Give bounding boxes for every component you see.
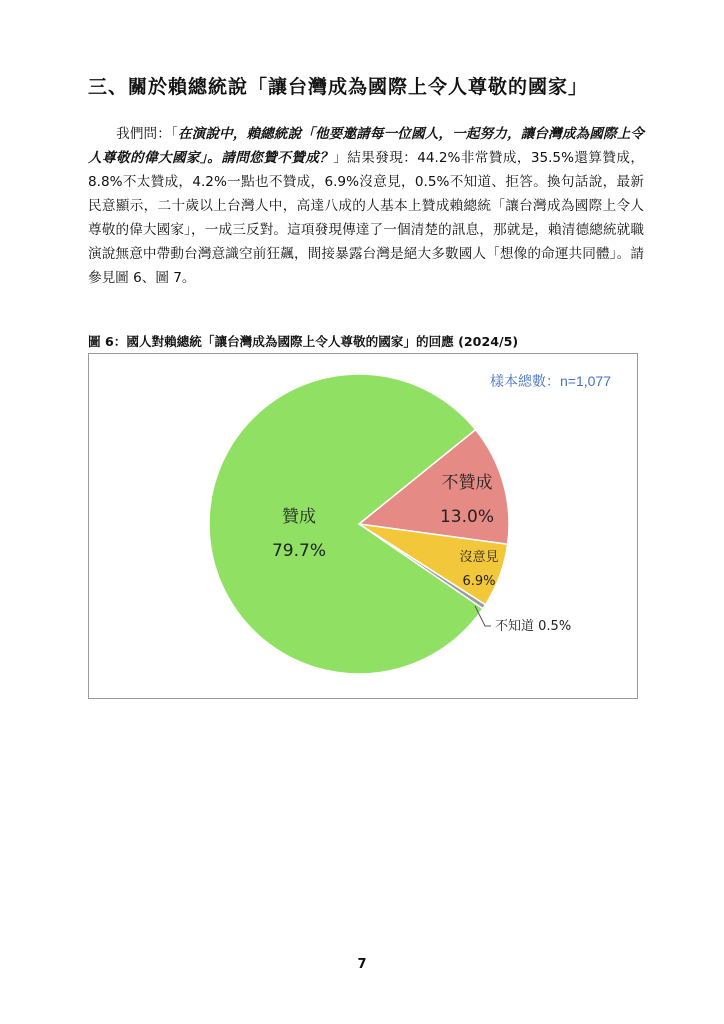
slice-label-no-opinion: 沒意見: [459, 550, 499, 565]
slice-value-disagree: 13.0%: [439, 507, 495, 527]
slice-label-dont-know: 不知道 0.5%: [495, 619, 572, 634]
slice-value-agree: 79.7%: [271, 541, 327, 561]
slice-label-agree: 贊成: [282, 507, 316, 527]
figure-caption: 圖 6：國人對賴總統「讓台灣成為國際上令人尊敬的國家」的回應 (2024/5): [88, 334, 519, 349]
page-number: 7: [357, 957, 367, 972]
body-paragraph: [88, 122, 644, 290]
paragraph-findings: 」結果發現：44.2%非常贊成，35.5%還算贊成，8.8%不太贊成，4.2%一點也不贊成，6.9%沒意見，0.5%不知道、拒答。換句話說，最新民意顯示，二十歲以上台灣人中，高達八成的人基本上贊成賴總統「讓台灣成為國際上令人尊敬的偉大國家」，一成三反對。這項發現傳達了一個清楚的訊息，那就是，賴清德總統就職演說無意中帶動台灣意識空前狂飆，間接暴露台灣是絕大多數國人「想像的命運共同體」。請參見圖 6、圖 7。: [88, 150, 644, 286]
survey-question: 在演說中，賴總統說「他要邀請每一位國人，一起努力，讓台灣成為國際上令人尊敬的偉大國家」。請問您贊不贊成？: [88, 126, 645, 166]
pie-chart: [89, 354, 637, 698]
paragraph-lead: 我們問：「: [116, 126, 178, 142]
sample-size-label: 樣本總數：n=1,077: [490, 373, 611, 389]
section-title: 三、關於賴總統說「讓台灣成為國際上令人尊敬的國家」: [88, 76, 589, 98]
pie-chart-frame: [88, 353, 638, 699]
slice-label-disagree: 不贊成: [441, 473, 493, 493]
slice-value-no-opinion: 6.9%: [462, 574, 496, 589]
